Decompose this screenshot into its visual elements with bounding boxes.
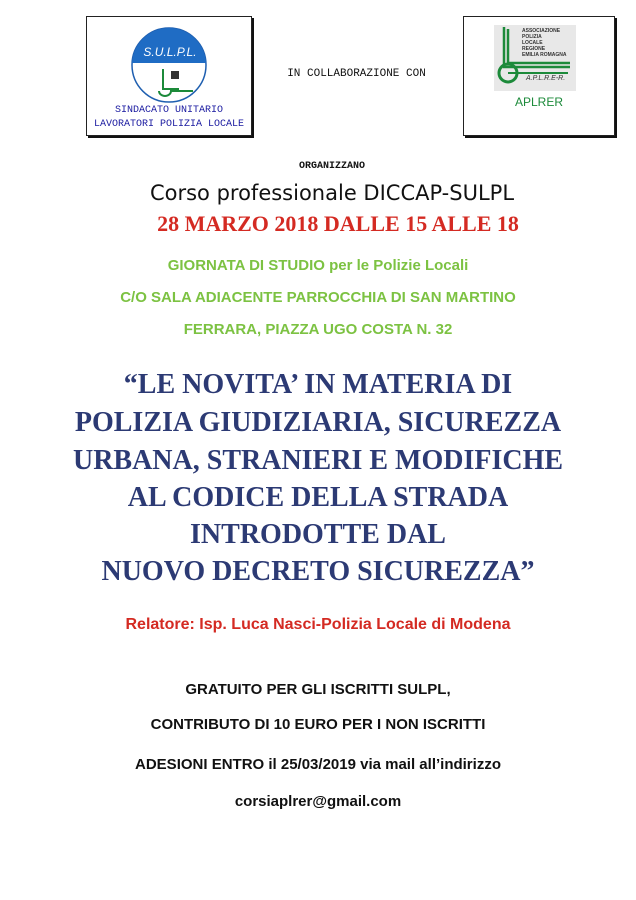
sulpl-badge-text: S.U.L.P.L. [143,45,197,59]
sulpl-caption-line1: SINDACATO UNITARIO [114,105,224,116]
aplrer-acronym: A.P.L.R.E-R. [526,75,566,82]
main-title-line-6: NUOVO DECRETO SICUREZZA” [101,556,535,587]
logo-text-line: ASSOCIAZIONE [522,28,561,34]
logo-text-line: REGIONE [522,46,546,52]
info-line-2: C/O SALA ADIACENTE PARROCCHIA DI SAN MARTINO [120,289,516,306]
sulpl-logo-icon [129,25,209,105]
collaboration-text: IN COLLABORAZIONE CON [287,68,426,80]
main-title-line-3: URBANA, STRANIERI E MODIFICHE [72,445,564,476]
aplrer-logo-icon [494,25,576,91]
date-line: 28 MARZO 2018 DALLE 15 ALLE 18 [157,211,519,236]
main-title-line-4: AL CODICE DELLA STRADA [127,482,509,513]
aplrer-logo-text [522,28,567,58]
contact-email: corsiaplrer@gmail.com [234,793,402,810]
info-line-1: GIORNATA DI STUDIO per le Polizie Locali [167,257,469,274]
sulpl-logo-box [86,16,252,136]
footer-line-1: GRATUITO PER GLI ISCRITTI SULPL, [185,681,451,698]
main-title-line-2: POLIZIA GIUDIZIARIA, SICUREZZA [74,407,562,438]
sulpl-caption-line2: LAVORATORI POLIZIA LOCALE [93,119,245,130]
footer-line-2: CONTRIBUTO DI 10 EURO PER I NON ISCRITTI [150,716,486,733]
speaker-line: Relatore: Isp. Luca Nasci-Polizia Locale di Modena [125,616,511,633]
logo-text-line: LOCALE [522,40,543,46]
main-title-line-5: INTRODOTTE DAL [190,519,446,550]
logo-text-line: EMILIA ROMAGNA [522,52,567,58]
info-line-3: FERRARA, PIAZZA UGO COSTA N. 32 [183,321,453,338]
footer-line-3: ADESIONI ENTRO il 25/03/2019 via mail all’indirizzo [135,756,501,773]
course-title: Corso professionale DICCAP-SULPL [149,181,515,205]
aplrer-logo-box [463,16,615,136]
main-title-line-1: “LE NOVITA’ IN MATERIA DI [123,369,513,400]
organizzano-text: ORGANIZZANO [298,161,365,172]
aplrer-caption: APLRER [514,95,564,109]
logo-text-line: POLIZIA [522,34,542,40]
